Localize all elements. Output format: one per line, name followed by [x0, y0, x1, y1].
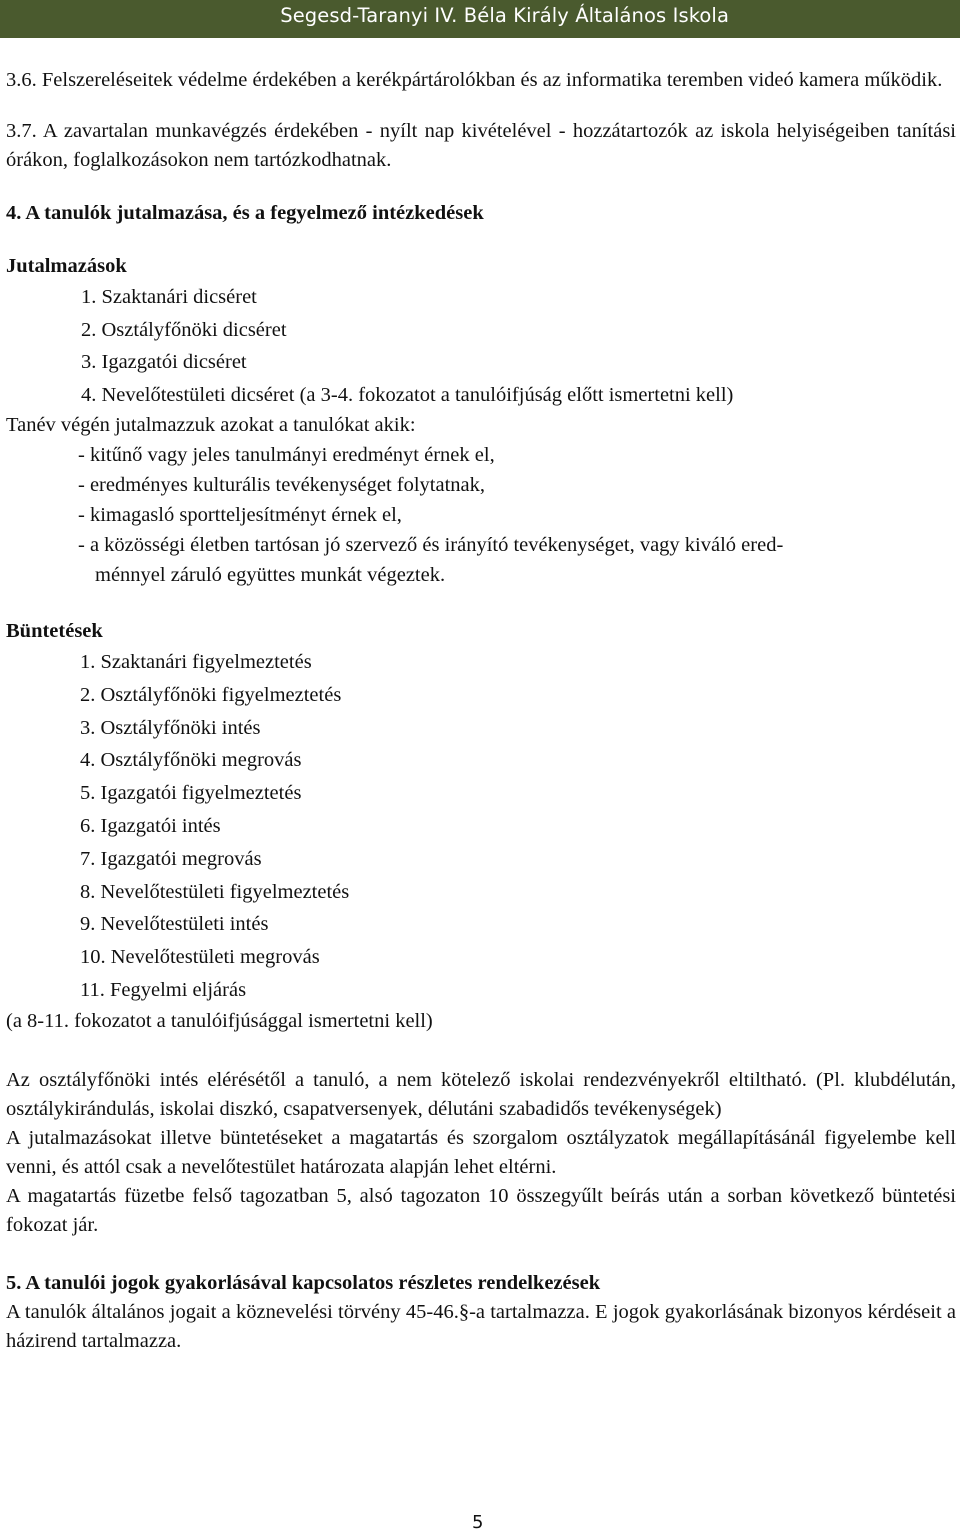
list-item: 6. Igazgatói intés [80, 814, 221, 837]
list-item: 1. Szaktanári figyelmeztetés [80, 651, 312, 673]
punishments-list [6, 646, 956, 1007]
section-heading-5: 5. A tanulói jogok gyakorlásával kapcsolatos részletes rendelkezések [6, 1271, 601, 1294]
document-body [6, 66, 956, 1356]
list-item: 4. Osztályfőnöki megrovás [80, 749, 302, 772]
paragraph-3-7: 3.7. A zavartalan munkavégzés érdekében - nyílt nap kivételével - hozzátartozók az iskola helyiségeiben tanítási órákon, foglalkozásokon nem tartózkodhatnak. [6, 120, 956, 171]
list-item: 9. Nevelőtestületi intés [80, 913, 269, 936]
paragraph-3-6: 3.6. Felszereléseitek védelme érdekében a kerékpártárolókban és az informatika teremben videó kamera működik. [6, 69, 943, 91]
list-item: 7. Igazgatói megrovás [80, 847, 262, 870]
punishments-note: (a 8-11. fokozatot a tanulóifjúsággal ismertetni kell) [6, 1009, 433, 1032]
list-item: - eredményes kulturális tevékenységet folytatnak, [78, 474, 486, 496]
list-item: 3. Osztályfőnöki intés [80, 716, 261, 739]
list-item: 4. Nevelőtestületi dicséret (a 3-4. fokozatot a tanulóifjúság előtt ismertetni kell) [81, 383, 734, 406]
page-number: 5 [472, 1512, 484, 1533]
list-item: 11. Fegyelmi eljárás [80, 978, 247, 1001]
list-item: 2. Osztályfőnöki dicséret [81, 318, 287, 341]
rewards-heading: Jutalmazások [6, 255, 127, 277]
paragraph-reprimand: Az osztályfőnöki intés elérésétől a tanuló, a nem kötelező iskolai rendezvényekről eltiltható. (Pl. klubdélután, osztálykirándulás, iskolai diszkó, csapatversenyek, délutáni szabadidős tevékenységek) [6, 1068, 956, 1120]
page-header [0, 0, 960, 38]
list-item: 10. Nevelőtestületi megrovás [80, 946, 320, 969]
list-item: 5. Igazgatói figyelmeztetés [80, 782, 302, 805]
paragraph-behaviour-book: A magatartás füzetbe felső tagozatban 5, alsó tagozaton 10 összegyűlt beírás után a sorban következő büntetési fokozat jár. [6, 1184, 956, 1236]
list-item: 2. Osztályfőnöki figyelmeztetés [80, 683, 342, 706]
list-item: - a közösségi életben tartósan jó szervező és irányító tevékenységet, vagy kiváló ered- [78, 534, 784, 556]
rewards-list [6, 281, 956, 411]
paragraph-grades: A jutalmazásokat illetve büntetéseket a magatartás és szorgalom osztályzatok megállapításánál figyelembe kell venni, és attól csak a nevelőtestület határozata alapján lehet eltérni. [6, 1126, 956, 1178]
list-item: 1. Szaktanári dicséret [81, 286, 257, 308]
year-end-intro: Tanév végén jutalmazzuk azokat a tanulókat akik: [6, 414, 416, 436]
school-name: Segesd-Taranyi IV. Béla Király Általános Iskola [280, 4, 729, 27]
list-item: ménnyel záruló együttes munkát végeztek. [95, 564, 446, 586]
year-end-list [6, 440, 956, 590]
list-item: 3. Igazgatói dicséret [81, 351, 247, 373]
punishments-heading: Büntetések [6, 620, 103, 642]
list-item: - kitűnő vagy jeles tanulmányi eredményt érnek el, [78, 444, 495, 466]
paragraph-student-rights: A tanulók általános jogait a köznevelési törvény 45-46.§-a tartalmazza. E jogok gyakorlásának bizonyos kérdéseit a házirend tartalmazza. [6, 1300, 956, 1352]
list-item: 8. Nevelőtestületi figyelmeztetés [80, 880, 350, 903]
section-heading-4: 4. A tanulók jutalmazása, és a fegyelmező intézkedések [6, 202, 484, 224]
list-item: - kimagasló sportteljesítményt érnek el, [78, 504, 402, 526]
